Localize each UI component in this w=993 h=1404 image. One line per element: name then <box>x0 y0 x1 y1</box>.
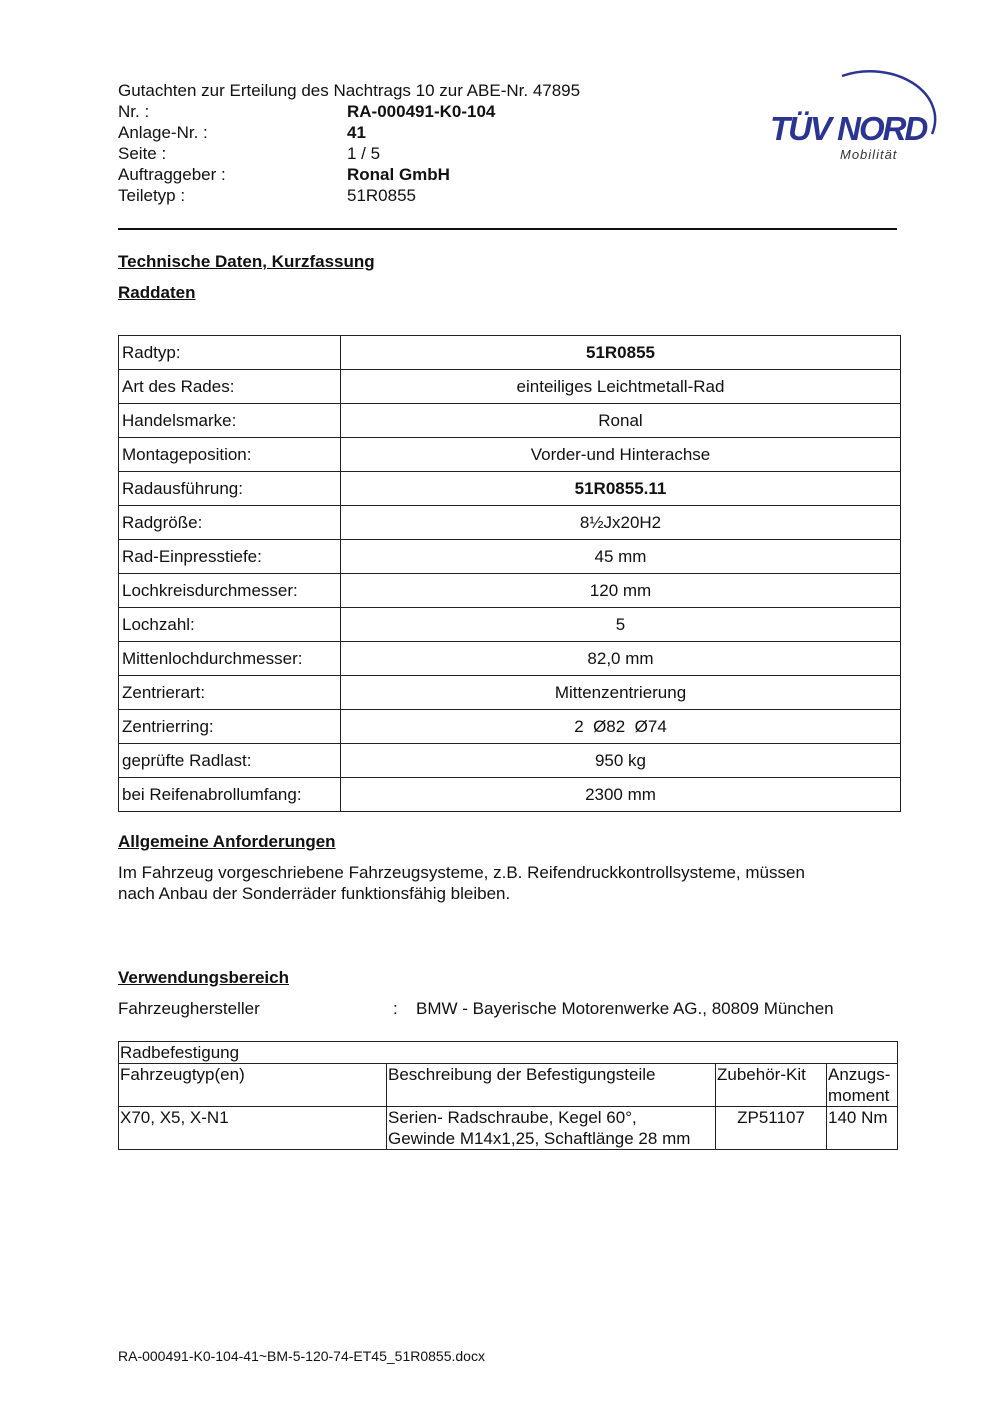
cell-fahrzeugtyp: X70, X5, X-N1 <box>119 1107 387 1150</box>
cell-anzugsmoment: 140 Nm <box>827 1107 898 1150</box>
header-value: 51R0855 <box>347 186 417 205</box>
header-label: Seite : <box>118 144 167 163</box>
logo-sub: Mobilität <box>840 147 898 162</box>
row-value: 51R0855 <box>341 336 901 370</box>
row-value: 45 mm <box>341 540 901 574</box>
section-allgemein-heading: Allgemeine Anforderungen <box>118 832 336 851</box>
table-row <box>119 1042 898 1064</box>
row-label: Lochzahl: <box>119 608 341 642</box>
row-value: 950 kg <box>341 744 901 778</box>
header-label: Anlage-Nr. : <box>118 123 208 142</box>
table-row <box>119 404 901 438</box>
header-value: Ronal GmbH <box>347 165 450 184</box>
row-label: Art des Rades: <box>119 370 341 404</box>
row-value: 2 Ø82 Ø74 <box>341 710 901 744</box>
section-tech-heading: Technische Daten, Kurzfassung <box>118 252 375 271</box>
header-label: Auftraggeber : <box>118 165 226 184</box>
row-value: Vorder-und Hinterachse <box>341 438 901 472</box>
row-label: Rad-Einpresstiefe: <box>119 540 341 574</box>
table-row <box>119 506 901 540</box>
header-value: 1 / 5 <box>347 144 381 163</box>
table-row <box>119 540 901 574</box>
manufacturer-value: BMW - Bayerische Motorenwerke AG., 80809 München <box>416 999 834 1018</box>
header-beschreibung: Beschreibung der Befestigungsteile <box>387 1064 716 1107</box>
header-value: RA-000491-K0-104 <box>347 102 496 121</box>
row-label: geprüfte Radlast: <box>119 744 341 778</box>
header-label: Nr. : <box>118 102 150 121</box>
row-value: Ronal <box>341 404 901 438</box>
report-title: Gutachten zur Erteilung des Nachtrags 10 zur ABE-Nr. 47895 <box>118 81 581 100</box>
table-row <box>119 472 901 506</box>
row-label: bei Reifenabrollumfang: <box>119 778 341 812</box>
header-anzugsmoment-line-2: moment <box>828 1086 890 1105</box>
row-value: 120 mm <box>341 574 901 608</box>
row-label: Montageposition: <box>119 438 341 472</box>
table-row <box>119 336 901 370</box>
cell-zubehoer-kit: ZP51107 <box>716 1107 827 1150</box>
row-value: 82,0 mm <box>341 642 901 676</box>
row-label: Radtyp: <box>119 336 341 370</box>
row-value: 2300 mm <box>341 778 901 812</box>
manufacturer-colon: : <box>393 999 398 1018</box>
header-fahrzeugtyp: Fahrzeugtyp(en) <box>119 1064 387 1107</box>
header-anzugsmoment <box>827 1064 898 1107</box>
row-value: 51R0855.11 <box>341 472 901 506</box>
logo-brand: TÜV NORD <box>770 110 927 147</box>
radbefestigung-title: Radbefestigung <box>119 1042 898 1064</box>
cell-beschreibung <box>387 1107 716 1150</box>
table-row <box>119 1107 898 1150</box>
cell-beschreibung-line-1: Serien- Radschraube, Kegel 60°, <box>388 1108 637 1127</box>
row-value: Mittenzentrierung <box>341 676 901 710</box>
section-verwendung-heading: Verwendungsbereich <box>118 968 289 987</box>
footer-filename: RA-000491-K0-104-41~BM-5-120-74-ET45_51R0855.docx <box>118 1348 485 1364</box>
row-label: Zentrierring: <box>119 710 341 744</box>
table-row <box>119 744 901 778</box>
table-row <box>119 676 901 710</box>
table-row <box>119 574 901 608</box>
raddaten-table <box>118 335 901 812</box>
row-label: Radausführung: <box>119 472 341 506</box>
table-row <box>119 608 901 642</box>
table-row <box>119 710 901 744</box>
allgemein-text-line-2: nach Anbau der Sonderräder funktionsfähig bleiben. <box>118 884 511 903</box>
row-label: Radgröße: <box>119 506 341 540</box>
table-row <box>119 642 901 676</box>
manufacturer-label: Fahrzeughersteller <box>118 999 260 1018</box>
row-label: Zentrierart: <box>119 676 341 710</box>
radbefestigung-table <box>118 1041 898 1150</box>
tuv-nord-logo-graphic <box>764 58 944 168</box>
row-label: Mittenlochdurchmesser: <box>119 642 341 676</box>
section-raddaten-heading: Raddaten <box>118 283 196 302</box>
row-label: Lochkreisdurchmesser: <box>119 574 341 608</box>
header-value: 41 <box>347 123 366 142</box>
table-row <box>119 1064 898 1107</box>
header-zubehoer-kit: Zubehör-Kit <box>716 1064 827 1107</box>
table-row <box>119 438 901 472</box>
cell-beschreibung-line-2: Gewinde M14x1,25, Schaftlänge 28 mm <box>388 1129 691 1148</box>
allgemein-text-line-1: Im Fahrzeug vorgeschriebene Fahrzeugsysteme, z.B. Reifendruckkontrollsysteme, müssen <box>118 863 805 882</box>
header-divider <box>118 228 897 230</box>
table-row <box>119 370 901 404</box>
tuv-nord-logo <box>764 58 944 168</box>
header-anzugsmoment-line-1: Anzugs- <box>828 1065 891 1084</box>
row-value: 8½Jx20H2 <box>341 506 901 540</box>
row-value: 5 <box>341 608 901 642</box>
row-label: Handelsmarke: <box>119 404 341 438</box>
header-label: Teiletyp : <box>118 186 186 205</box>
table-row <box>119 778 901 812</box>
row-value: einteiliges Leichtmetall-Rad <box>341 370 901 404</box>
